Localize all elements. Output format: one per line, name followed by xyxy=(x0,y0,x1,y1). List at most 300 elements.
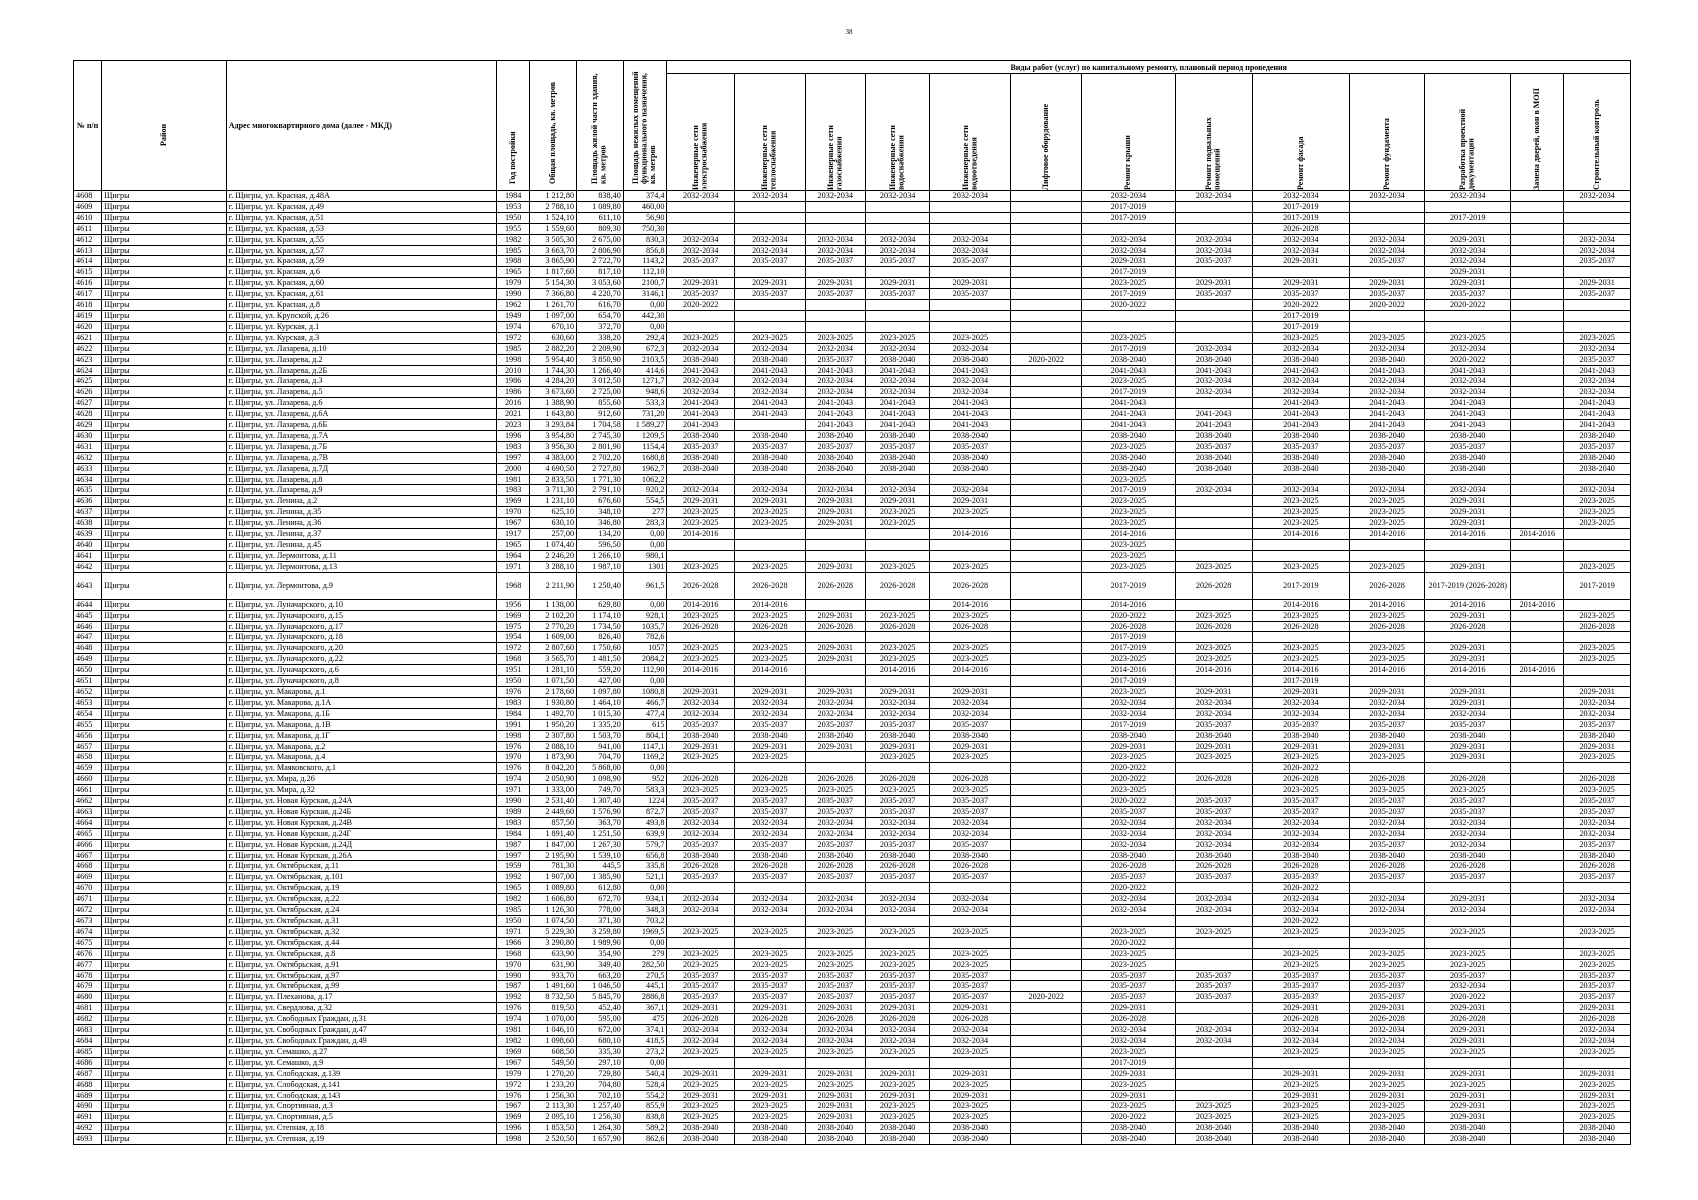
row-work-10 xyxy=(1425,321,1511,332)
row-work-10: 2023-2025 xyxy=(1425,332,1511,343)
row-year: 2016 xyxy=(497,398,530,409)
row-work-6: 2020-2022 xyxy=(1082,774,1176,785)
row-work-0: 2035-2037 xyxy=(667,289,735,300)
row-year: 1950 xyxy=(497,676,530,687)
row-work-11 xyxy=(1511,387,1564,398)
table-row xyxy=(74,839,1631,850)
row-work-0 xyxy=(667,632,735,643)
row-address: г. Щигры, ул. Красная, д.55 xyxy=(226,234,496,245)
row-work-6: 2023-2025 xyxy=(1082,507,1176,518)
row-work-12: 2032-2034 xyxy=(1564,1035,1631,1046)
table-row xyxy=(74,420,1631,431)
row-nonliving-area: 639,9 xyxy=(623,828,667,839)
row-work-2 xyxy=(805,212,865,223)
row-living-area: 5 845,70 xyxy=(577,992,624,1003)
row-nonliving-area: 0,00 xyxy=(623,540,667,551)
row-nonliving-area: 0,00 xyxy=(623,676,667,687)
row-work-11 xyxy=(1511,343,1564,354)
row-work-1: 2023-2025 xyxy=(734,1101,805,1112)
row-district: Щигры xyxy=(102,1025,227,1036)
row-work-2 xyxy=(805,665,865,676)
row-work-10: 2041-2043 xyxy=(1425,409,1511,420)
row-work-9: 2035-2037 xyxy=(1350,256,1425,267)
row-total-area: 1 046,10 xyxy=(530,1025,577,1036)
row-work-12: 2023-2025 xyxy=(1564,507,1631,518)
row-work-7: 2035-2037 xyxy=(1175,872,1252,883)
row-work-8: 2023-2025 xyxy=(1252,496,1350,507)
row-work-1: 2035-2037 xyxy=(734,719,805,730)
row-year: 1972 xyxy=(497,643,530,654)
row-work-3: 2032-2034 xyxy=(865,376,929,387)
row-work-1: 2023-2025 xyxy=(734,1079,805,1090)
row-work-6: 2020-2022 xyxy=(1082,937,1176,948)
row-num: 4628 xyxy=(74,409,102,420)
table-row xyxy=(74,441,1631,452)
row-work-7: 2032-2034 xyxy=(1175,828,1252,839)
row-living-area: 1 251,50 xyxy=(577,828,624,839)
row-work-0: 2023-2025 xyxy=(667,1101,735,1112)
table-row xyxy=(74,992,1631,1003)
row-work-8: 2035-2037 xyxy=(1252,441,1350,452)
row-work-11 xyxy=(1511,310,1564,321)
row-work-9: 2032-2034 xyxy=(1350,191,1425,202)
row-work-1: 2041-2043 xyxy=(734,409,805,420)
row-work-6: 2023-2025 xyxy=(1082,926,1176,937)
row-work-9: 2038-2040 xyxy=(1350,1134,1425,1145)
row-living-area: 1 539,10 xyxy=(577,850,624,861)
row-work-10: 2029-2031 xyxy=(1425,1025,1511,1036)
row-work-7: 2023-2025 xyxy=(1175,1101,1252,1112)
row-work-4: 2032-2034 xyxy=(930,376,1011,387)
row-work-12: 2023-2025 xyxy=(1564,643,1631,654)
row-work-1: 2029-2031 xyxy=(734,278,805,289)
row-work-11 xyxy=(1511,398,1564,409)
row-work-11 xyxy=(1511,540,1564,551)
row-work-2: 2026-2028 xyxy=(805,774,865,785)
row-work-12: 2032-2034 xyxy=(1564,817,1631,828)
row-work-0: 2032-2034 xyxy=(667,1025,735,1036)
row-num: 4629 xyxy=(74,420,102,431)
table-row xyxy=(74,916,1631,927)
row-work-8: 2017-2019 xyxy=(1252,212,1350,223)
row-work-2: 2035-2037 xyxy=(805,970,865,981)
row-work-10 xyxy=(1425,550,1511,561)
row-nonliving-area: 477,4 xyxy=(623,708,667,719)
row-year: 1954 xyxy=(497,632,530,643)
row-work-4 xyxy=(930,212,1011,223)
row-num: 4689 xyxy=(74,1090,102,1101)
row-work-0: 2023-2025 xyxy=(667,948,735,959)
row-work-3: 2023-2025 xyxy=(865,610,929,621)
row-living-area: 2 727,80 xyxy=(577,463,624,474)
row-nonliving-area: 348,3 xyxy=(623,905,667,916)
row-work-6: 2023-2025 xyxy=(1082,654,1176,665)
row-year: 1989 xyxy=(497,806,530,817)
row-living-area: 2 806,90 xyxy=(577,245,624,256)
row-year: 1970 xyxy=(497,507,530,518)
row-work-5 xyxy=(1011,267,1082,278)
row-nonliving-area: 273,2 xyxy=(623,1046,667,1057)
row-nonliving-area: 579,7 xyxy=(623,839,667,850)
row-work-3 xyxy=(865,201,929,212)
table-row xyxy=(74,300,1631,311)
row-work-3: 2029-2031 xyxy=(865,686,929,697)
row-work-8: 2032-2034 xyxy=(1252,839,1350,850)
row-num: 4666 xyxy=(74,839,102,850)
row-work-11 xyxy=(1511,763,1564,774)
row-work-9: 2032-2034 xyxy=(1350,828,1425,839)
row-work-2: 2041-2043 xyxy=(805,420,865,431)
row-work-3: 2032-2034 xyxy=(865,234,929,245)
row-work-6: 2020-2022 xyxy=(1082,796,1176,807)
row-work-5 xyxy=(1011,278,1082,289)
row-address: г. Щигры, ул. Луначарского, д.17 xyxy=(226,621,496,632)
row-work-8: 2023-2025 xyxy=(1252,785,1350,796)
row-year: 1991 xyxy=(497,719,530,730)
row-year: 1968 xyxy=(497,654,530,665)
row-work-0: 2023-2025 xyxy=(667,561,735,572)
row-district: Щигры xyxy=(102,387,227,398)
row-work-0: 2023-2025 xyxy=(667,332,735,343)
table-row xyxy=(74,686,1631,697)
row-work-11 xyxy=(1511,741,1564,752)
row-work-5 xyxy=(1011,561,1082,572)
row-work-5 xyxy=(1011,212,1082,223)
row-address: г. Щигры, ул. Мира, д.26 xyxy=(226,774,496,785)
row-address: г. Щигры, ул. Лазарева, д.7Б xyxy=(226,441,496,452)
row-work-4: 2023-2025 xyxy=(930,959,1011,970)
row-work-9: 2023-2025 xyxy=(1350,959,1425,970)
row-living-area: 1 385,90 xyxy=(577,872,624,883)
table-row xyxy=(74,409,1631,420)
row-address: г. Щигры, ул. Красная, д.51 xyxy=(226,212,496,223)
row-work-6: 2023-2025 xyxy=(1082,561,1176,572)
row-work-0: 2038-2040 xyxy=(667,1123,735,1134)
row-address: г. Щигры, ул. Лермонтова, д.9 xyxy=(226,572,496,599)
row-work-0 xyxy=(667,1057,735,1068)
row-work-8: 2032-2034 xyxy=(1252,191,1350,202)
row-work-4: 2023-2025 xyxy=(930,507,1011,518)
row-work-0: 2023-2025 xyxy=(667,785,735,796)
row-living-area: 4 220,70 xyxy=(577,289,624,300)
row-total-area: 2 307,80 xyxy=(530,730,577,741)
row-work-4: 2023-2025 xyxy=(930,332,1011,343)
row-work-9: 2023-2025 xyxy=(1350,654,1425,665)
row-work-0: 2032-2034 xyxy=(667,708,735,719)
row-work-4: 2026-2028 xyxy=(930,621,1011,632)
row-work-2: 2035-2037 xyxy=(805,981,865,992)
row-work-6: 2017-2019 xyxy=(1082,632,1176,643)
row-nonliving-area: 270,5 xyxy=(623,970,667,981)
row-num: 4658 xyxy=(74,752,102,763)
row-work-6: 2032-2034 xyxy=(1082,1025,1176,1036)
row-work-3: 2023-2025 xyxy=(865,507,929,518)
row-work-8: 2041-2043 xyxy=(1252,365,1350,376)
row-work-2: 2038-2040 xyxy=(805,452,865,463)
row-num: 4690 xyxy=(74,1101,102,1112)
row-address: г. Щигры, ул. Макарова, д.1 xyxy=(226,686,496,697)
row-total-area: 1 817,60 xyxy=(530,267,577,278)
row-work-9: 2032-2034 xyxy=(1350,343,1425,354)
row-work-7: 2023-2025 xyxy=(1175,610,1252,621)
row-year: 1982 xyxy=(497,894,530,905)
row-num: 4675 xyxy=(74,937,102,948)
row-total-area: 3 673,60 xyxy=(530,387,577,398)
row-work-6: 2020-2022 xyxy=(1082,610,1176,621)
row-work-6: 2023-2025 xyxy=(1082,785,1176,796)
row-work-3: 2038-2040 xyxy=(865,354,929,365)
row-work-6: 2032-2034 xyxy=(1082,817,1176,828)
table-row xyxy=(74,981,1631,992)
row-work-11 xyxy=(1511,1025,1564,1036)
row-work-5 xyxy=(1011,1134,1082,1145)
row-work-4: 2035-2037 xyxy=(930,806,1011,817)
row-work-7 xyxy=(1175,518,1252,529)
row-work-7: 2032-2034 xyxy=(1175,234,1252,245)
row-work-12: 2035-2037 xyxy=(1564,806,1631,817)
row-living-area: 676,60 xyxy=(577,496,624,507)
row-work-11 xyxy=(1511,981,1564,992)
row-work-2 xyxy=(805,937,865,948)
row-work-1: 2029-2031 xyxy=(734,1090,805,1101)
row-work-6: 2017-2019 xyxy=(1082,643,1176,654)
row-work-9 xyxy=(1350,632,1425,643)
row-nonliving-area: 335,8 xyxy=(623,861,667,872)
row-work-0 xyxy=(667,223,735,234)
row-work-7: 2038-2040 xyxy=(1175,452,1252,463)
row-work-11 xyxy=(1511,550,1564,561)
row-nonliving-area: 414,6 xyxy=(623,365,667,376)
row-work-6: 2026-2028 xyxy=(1082,621,1176,632)
row-work-8: 2032-2034 xyxy=(1252,817,1350,828)
row-work-11 xyxy=(1511,1035,1564,1046)
table-row xyxy=(74,1025,1631,1036)
row-work-6: 2023-2025 xyxy=(1082,1079,1176,1090)
row-year: 1965 xyxy=(497,267,530,278)
row-num: 4635 xyxy=(74,485,102,496)
row-address: г. Щигры, ул. Лазарева, д.2Б xyxy=(226,365,496,376)
row-work-0: 2023-2025 xyxy=(667,959,735,970)
row-work-1: 2035-2037 xyxy=(734,970,805,981)
row-work-3: 2023-2025 xyxy=(865,561,929,572)
header-total-area: Общая площадь, кв. метров xyxy=(530,61,577,191)
row-total-area: 2 882,20 xyxy=(530,343,577,354)
row-num: 4615 xyxy=(74,267,102,278)
row-living-area: 826,40 xyxy=(577,632,624,643)
row-total-area: 2 088,10 xyxy=(530,741,577,752)
row-work-1: 2026-2028 xyxy=(734,1014,805,1025)
row-year: 1976 xyxy=(497,1003,530,1014)
row-work-10 xyxy=(1425,916,1511,927)
row-work-0 xyxy=(667,763,735,774)
row-work-6: 2023-2025 xyxy=(1082,540,1176,551)
row-work-2: 2035-2037 xyxy=(805,719,865,730)
row-work-9: 2035-2037 xyxy=(1350,839,1425,850)
row-living-area: 1 266,10 xyxy=(577,550,624,561)
row-work-1 xyxy=(734,763,805,774)
row-nonliving-area: 1224 xyxy=(623,796,667,807)
table-row xyxy=(74,398,1631,409)
row-work-8: 2023-2025 xyxy=(1252,752,1350,763)
row-work-6: 2020-2022 xyxy=(1082,763,1176,774)
row-work-5 xyxy=(1011,883,1082,894)
row-work-3: 2023-2025 xyxy=(865,752,929,763)
row-work-8: 2017-2019 xyxy=(1252,572,1350,599)
table-row xyxy=(74,561,1631,572)
row-nonliving-area: 3146,1 xyxy=(623,289,667,300)
row-year: 1967 xyxy=(497,518,530,529)
row-work-2: 2032-2034 xyxy=(805,697,865,708)
row-work-7 xyxy=(1175,883,1252,894)
row-work-12 xyxy=(1564,300,1631,311)
row-work-4: 2029-2031 xyxy=(930,1090,1011,1101)
row-work-9: 2023-2025 xyxy=(1350,926,1425,937)
row-work-0: 2023-2025 xyxy=(667,1112,735,1123)
row-work-8: 2026-2028 xyxy=(1252,223,1350,234)
row-work-9: 2035-2037 xyxy=(1350,806,1425,817)
row-living-area: 778,00 xyxy=(577,905,624,916)
header-work-8: Ремонт фасада xyxy=(1252,74,1350,191)
row-district: Щигры xyxy=(102,278,227,289)
row-work-1: 2035-2037 xyxy=(734,256,805,267)
row-living-area: 3 259,80 xyxy=(577,926,624,937)
row-address: г. Щигры, ул. Луначарского, д.8 xyxy=(226,676,496,687)
row-work-5 xyxy=(1011,518,1082,529)
row-work-12: 2035-2037 xyxy=(1564,981,1631,992)
row-work-7: 2041-2043 xyxy=(1175,365,1252,376)
row-work-5 xyxy=(1011,752,1082,763)
row-total-area: 1 074,40 xyxy=(530,540,577,551)
row-work-12 xyxy=(1564,676,1631,687)
header-work-4: Инженерные сети водоотведения xyxy=(930,74,1011,191)
row-work-2: 2032-2034 xyxy=(805,828,865,839)
row-work-2 xyxy=(805,550,865,561)
row-work-1: 2023-2025 xyxy=(734,507,805,518)
row-work-7: 2032-2034 xyxy=(1175,905,1252,916)
table-row xyxy=(74,343,1631,354)
row-work-8: 2035-2037 xyxy=(1252,872,1350,883)
row-work-8: 2020-2022 xyxy=(1252,300,1350,311)
row-year: 1998 xyxy=(497,730,530,741)
row-work-12 xyxy=(1564,599,1631,610)
row-work-0 xyxy=(667,321,735,332)
row-num: 4624 xyxy=(74,365,102,376)
row-address: г. Щигры, ул. Слободская, д.143 xyxy=(226,1090,496,1101)
row-work-3: 2032-2034 xyxy=(865,708,929,719)
row-work-6 xyxy=(1082,223,1176,234)
row-work-5 xyxy=(1011,1014,1082,1025)
row-work-4: 2026-2028 xyxy=(930,861,1011,872)
row-num: 4655 xyxy=(74,719,102,730)
row-work-11 xyxy=(1511,861,1564,872)
row-work-10: 2029-2031 xyxy=(1425,686,1511,697)
row-num: 4613 xyxy=(74,245,102,256)
row-address: г. Щигры, ул. Маяковского, д.1 xyxy=(226,763,496,774)
row-living-area: 680,10 xyxy=(577,1035,624,1046)
row-district: Щигры xyxy=(102,774,227,785)
row-work-8 xyxy=(1252,267,1350,278)
row-work-8: 2029-2031 xyxy=(1252,1003,1350,1014)
row-work-3: 2032-2034 xyxy=(865,191,929,202)
row-work-12 xyxy=(1564,540,1631,551)
row-work-2 xyxy=(805,763,865,774)
row-work-5 xyxy=(1011,343,1082,354)
row-district: Щигры xyxy=(102,1068,227,1079)
row-work-2: 2029-2031 xyxy=(805,1101,865,1112)
row-work-5 xyxy=(1011,676,1082,687)
row-work-6 xyxy=(1082,310,1176,321)
row-work-7: 2023-2025 xyxy=(1175,643,1252,654)
row-address: г. Щигры, ул. Октябрьская, д.44 xyxy=(226,937,496,948)
row-year: 1976 xyxy=(497,686,530,697)
row-work-9 xyxy=(1350,1057,1425,1068)
header-address: Адрес многоквартирного дома (далее - МКД) xyxy=(226,61,496,191)
row-total-area: 630,10 xyxy=(530,518,577,529)
row-work-1: 2026-2028 xyxy=(734,572,805,599)
row-living-area: 1 266,40 xyxy=(577,365,624,376)
row-work-11 xyxy=(1511,926,1564,937)
row-year: 1971 xyxy=(497,785,530,796)
row-work-0: 2035-2037 xyxy=(667,719,735,730)
row-work-6: 2038-2040 xyxy=(1082,354,1176,365)
row-work-4: 2032-2034 xyxy=(930,234,1011,245)
header-work-6: Ремонт крыши xyxy=(1082,74,1176,191)
row-nonliving-area: 656,8 xyxy=(623,850,667,861)
row-work-6: 2023-2025 xyxy=(1082,1046,1176,1057)
row-work-4: 2023-2025 xyxy=(930,948,1011,959)
row-living-area: 2 745,30 xyxy=(577,430,624,441)
row-work-10: 2023-2025 xyxy=(1425,926,1511,937)
row-district: Щигры xyxy=(102,507,227,518)
row-work-8: 2023-2025 xyxy=(1252,561,1350,572)
row-work-10: 2035-2037 xyxy=(1425,872,1511,883)
row-work-1: 2029-2031 xyxy=(734,686,805,697)
row-district: Щигры xyxy=(102,763,227,774)
row-work-0: 2014-2016 xyxy=(667,665,735,676)
row-work-2: 2023-2025 xyxy=(805,1046,865,1057)
row-work-6: 2038-2040 xyxy=(1082,463,1176,474)
row-work-3: 2023-2025 xyxy=(865,959,929,970)
row-work-3: 2038-2040 xyxy=(865,430,929,441)
row-address: г. Щигры, ул. Новая Курская, д.24А xyxy=(226,796,496,807)
row-work-2 xyxy=(805,599,865,610)
row-work-6: 2017-2019 xyxy=(1082,289,1176,300)
row-nonliving-area: 1154,4 xyxy=(623,441,667,452)
row-work-7: 2023-2025 xyxy=(1175,561,1252,572)
row-work-0: 2026-2028 xyxy=(667,774,735,785)
row-work-9 xyxy=(1350,937,1425,948)
row-work-8: 2023-2025 xyxy=(1252,1046,1350,1057)
row-work-1: 2029-2031 xyxy=(734,1068,805,1079)
row-work-4 xyxy=(930,321,1011,332)
row-work-10: 2032-2034 xyxy=(1425,839,1511,850)
row-work-3 xyxy=(865,916,929,927)
row-year: 1997 xyxy=(497,850,530,861)
row-work-9: 2020-2022 xyxy=(1350,300,1425,311)
row-work-10: 2038-2040 xyxy=(1425,430,1511,441)
row-work-10: 2029-2031 xyxy=(1425,741,1511,752)
row-work-0: 2035-2037 xyxy=(667,872,735,883)
header-work-10: Разработка проектной документации xyxy=(1425,74,1511,191)
table-row xyxy=(74,970,1631,981)
row-work-0: 2032-2034 xyxy=(667,485,735,496)
row-work-7: 2035-2037 xyxy=(1175,806,1252,817)
row-work-10: 2029-2031 xyxy=(1425,697,1511,708)
row-work-5 xyxy=(1011,191,1082,202)
row-total-area: 3 293,84 xyxy=(530,420,577,431)
row-work-6: 2017-2019 xyxy=(1082,485,1176,496)
row-num: 4683 xyxy=(74,1025,102,1036)
